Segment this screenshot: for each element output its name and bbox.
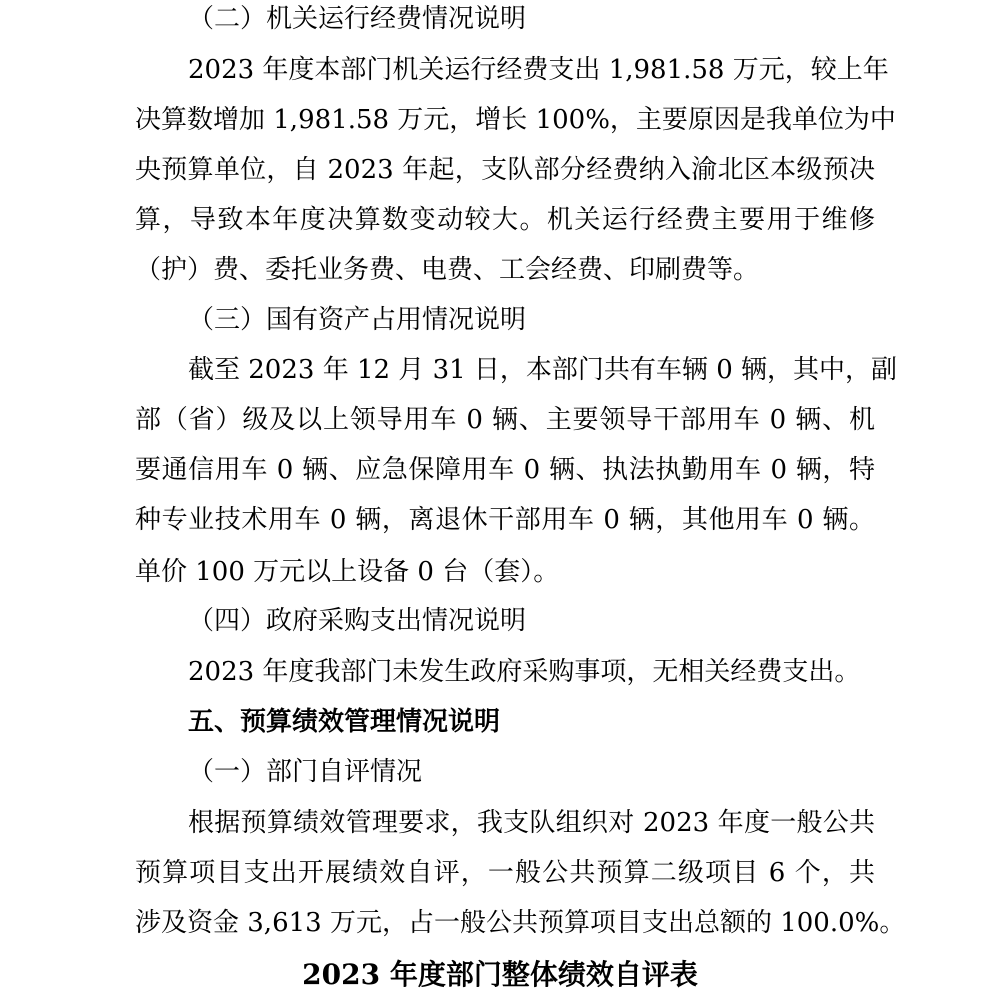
- paragraph-line: 央预算单位，自 2023 年起，支队部分经费纳入渝北区本级预决: [135, 155, 875, 185]
- paragraph-line: 涉及资金 3,613 万元，占一般公共预算项目支出总额的 100.0%。: [135, 908, 906, 938]
- paragraph-line: （护）费、委托业务费、电费、工会经费、印刷费等。: [135, 255, 760, 285]
- paragraph-line: 预算项目支出开展绩效自评，一般公共预算二级项目 6 个，共: [135, 858, 875, 888]
- section-heading-self-evaluation: （一）部门自评情况: [188, 757, 423, 787]
- paragraph-line: 2023 年度我部门未发生政府采购事项，无相关经费支出。: [188, 657, 861, 687]
- section-heading-state-assets: （三）国有资产占用情况说明: [188, 305, 527, 335]
- paragraph-line: 种专业技术用车 0 辆，离退休干部用车 0 辆，其他用车 0 辆。: [135, 505, 875, 535]
- section-heading-operating-expenses: （二）机关运行经费情况说明: [188, 4, 527, 34]
- paragraph-line: 算，导致本年度决算数变动较大。机关运行经费主要用于维修: [135, 205, 875, 235]
- chapter-heading-performance: 五、预算绩效管理情况说明: [188, 707, 501, 737]
- paragraph-line: 决算数增加 1,981.58 万元，增长 100%，主要原因是我单位为中: [135, 105, 896, 135]
- paragraph-line: 截至 2023 年 12 月 31 日，本部门共有车辆 0 辆，其中，副: [188, 355, 897, 385]
- paragraph-line: 部（省）级及以上领导用车 0 辆、主要领导干部用车 0 辆、机: [135, 405, 875, 435]
- section-heading-procurement: （四）政府采购支出情况说明: [188, 606, 527, 636]
- paragraph-line: 2023 年度本部门机关运行经费支出 1,981.58 万元，较上年: [188, 55, 889, 85]
- paragraph-line: 单价 100 万元以上设备 0 台（套）。: [135, 557, 560, 587]
- paragraph-line: 根据预算绩效管理要求，我支队组织对 2023 年度一般公共: [188, 808, 875, 838]
- paragraph-line: 要通信用车 0 辆、应急保障用车 0 辆、执法执勤用车 0 辆，特: [135, 455, 875, 485]
- table-title: 2023 年度部门整体绩效自评表: [302, 958, 698, 991]
